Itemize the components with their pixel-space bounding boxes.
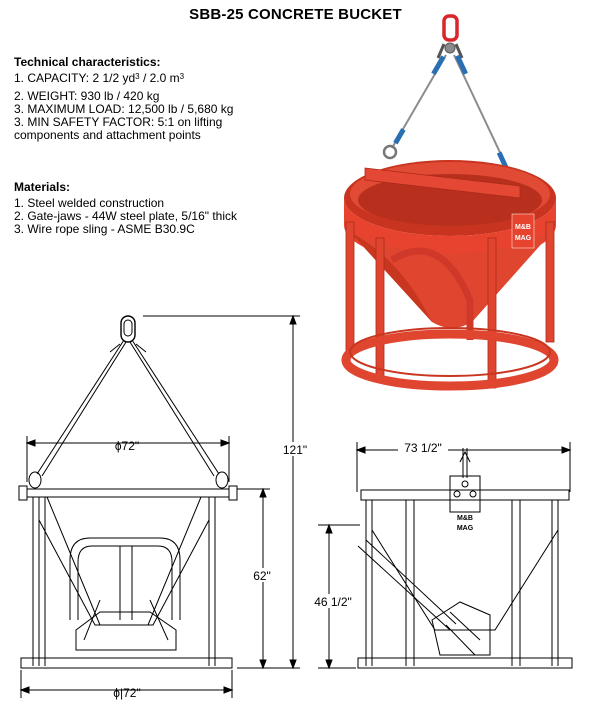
- dim-bottom-diameter: ϕ|72": [113, 686, 141, 700]
- dim-side-height: 46 1/2": [314, 595, 352, 609]
- page-title: SBB-25 CONCRETE BUCKET: [189, 6, 402, 23]
- max-load-line: 3. MAXIMUM LOAD: 12,500 lb / 5,680 kg: [14, 102, 234, 116]
- material-item: 1. Steel welded construction: [14, 196, 165, 210]
- dim-top-diameter: ϕ72": [114, 439, 140, 453]
- safety-factor-line-2: components and attachment points: [14, 128, 201, 142]
- capacity-line: 1. CAPACITY: 2 1/2 $yd^3 / 2.0$ $m^3$: [14, 71, 185, 85]
- materials-heading: Materials:: [14, 180, 71, 194]
- weight-line: 2. WEIGHT: 930 lb / 420 kg: [14, 89, 160, 103]
- brand-label-bottom: MAG: [514, 235, 532, 242]
- technical-heading: Technical characteristics:: [14, 55, 161, 69]
- dim-side-width: 73 1/2": [404, 441, 442, 455]
- side-view-drawing: [312, 440, 572, 668]
- front-view-drawing: [19, 316, 308, 700]
- safety-factor-line: 3. MIN SAFETY FACTOR: 5:1 on lifting: [14, 115, 223, 129]
- material-item: 3. Wire rope sling - ASME B30.9C: [14, 222, 195, 236]
- side-brand-top: M&B: [457, 515, 473, 522]
- dim-overall-height: 121": [282, 443, 308, 457]
- dim-frame-height: 62": [253, 569, 271, 583]
- side-brand-bottom: MAG: [456, 525, 474, 532]
- brand-label-top: M&B: [515, 224, 531, 231]
- material-item: 2. Gate-jaws - 44W steel plate, 5/16" thick: [14, 209, 238, 223]
